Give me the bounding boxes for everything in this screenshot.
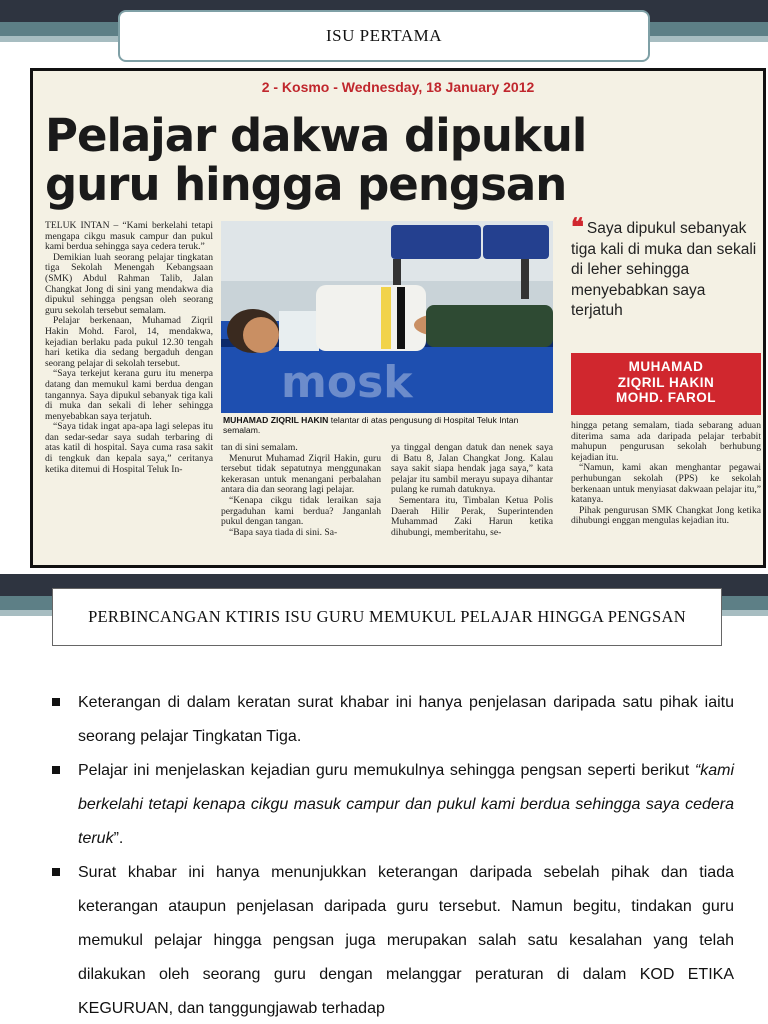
article-paragraph: “Bapa saya tiada di sini. Sa- [229,526,338,538]
article-paragraph: “Saya tidak ingat apa-apa lagi selepas itu dan sedar-sedar saya sudah terbaring di atas katil di hospital. Saya cuma rasa sakit di tengkuk dan kepala saya,” ceritanya ketika ditemui di Hospital Teluk In- [45,421,213,475]
bullet-text: Surat khabar ini hanya menunjukkan keterangan daripada sebelah pihak dan tiada keterangan ataupun penjelasan daripada guru tersebut. Namun begitu, tindakan guru memukul pelajar hingga pengsan juga merupakan salah satu kesalahan yang telah dilakukan oleh seorang guru dengan melanggar peraturan di dalam KOD ETIKA KEGURUAN, dan tanggungjawab terhadap [78,864,734,1017]
article-photo [221,221,553,413]
article-paragraph: “Saya terkejut kerana guru itu menerpa datang dan memukul kami berdua dengan tangannya. Saya dipukul sebanyak tiga kali di muka dan sekali di leher sehingga menyebabkan saya terjatuh. [45,368,213,422]
bullet-item [50,856,734,1024]
bullet-item [50,754,734,856]
attribution-line-1: MUHAMAD [628,359,704,374]
pull-quote [571,214,761,322]
article-column-3 [391,443,553,566]
newspaper-clipping [30,68,766,568]
article-paragraph: Pihak pengurusan SMK Changkat Jong ketika dihubungi enggan mengulas kejadian itu. [571,504,761,527]
clipping-headline [45,111,745,209]
article-column-4 [571,421,761,566]
pull-quote-text: Saya dipukul sebanyak tiga kali di muka dan sekali di leher sehingga menyebabkan saya terjatuh [571,220,757,319]
article-column-2 [221,443,381,566]
photo-watermark: mosk [281,357,413,408]
article-paragraph: Demikian luah seorang pelajar tingkatan tiga Sekolah Menengah Kebangsaan (SMK) Abdul Rahman Talib, Jalan Changkat Jong di sini yang mendakwa dia dipukul sehingga pengsan oleh seorang guru sekolah tersebut semalam. [45,251,213,316]
article-column-1 [45,221,213,566]
quote-mark-icon: ❝ [571,214,584,241]
discussion-bullet-list [50,686,734,1024]
article-paragraph: Menurut Muhamad Ziqril Hakin, guru tersebut tidak sepatutnya menggunakan kekerasan untuk menangani perbalahan antara dia dan seorang lagi pelajar. [221,452,381,496]
slide-1-title: ISU PERTAMA [118,10,650,62]
pull-quote-attribution [571,353,761,415]
bullet-item [50,686,734,754]
article-paragraph: “Kenapa cikgu tidak leraikan saja pergaduhan kami berdua? Janganlah pukul dengan tangan. [221,494,381,528]
article-paragraph: “Namun, kami akan menghantar pegawai perhubungan sekolah (PPS) ke sekolah berkenaan untuk menyiasat dakwaan pelajar itu,” katanya. [571,462,761,506]
article-paragraph: tan di sini semalam. [221,443,298,453]
bullet-square-icon [52,868,60,876]
bullet-text-end: ”. [113,830,124,847]
attribution-line-3: MOHD. FAROL [616,390,716,405]
bullet-text: Pelajar ini menjelaskan kejadian guru memukulnya sehingga pengsan seperti berikut [78,762,695,779]
article-paragraph: Pelajar berkenaan, Muhamad Ziqril Hakin Mohd. Farol, 14, mendakwa, kejadian berlaku pada pukul 12.30 tengah hari ketika dia sedang bergaduh dengan seorang pelajar di sekolah tersebut. [45,315,213,369]
caption-text: telantar di atas pengusung di Hospital Teluk Intan semalam. [223,415,519,435]
attribution-line-2: ZIQRIL HAKIN [617,374,715,390]
patient-on-stretcher-image [221,221,553,413]
article-paragraph: Sementara itu, Timbalan Ketua Polis Daerah Hilir Perak, Superintenden Muhammad Zaki Harun ketika dihubungi, memberitahu, se- [391,494,553,538]
bullet-square-icon [52,766,60,774]
bullet-text: Keterangan di dalam keratan surat khabar ini hanya penjelasan daripada satu pihak iaitu seorang pelajar Tingkatan Tiga. [78,694,734,745]
article-paragraph: hingga petang semalam, tiada sebarang aduan diterima sama ada daripada pelajar terbabit mahupun pengurusan sekolah berhubung kejadian itu. [571,421,761,463]
photo-caption [223,415,553,435]
slide-2 [0,574,768,1024]
clipping-dateline: 2 - Kosmo - Wednesday, 18 January 2012 [261,79,535,95]
headline-line-2: guru hingga pengsan [45,158,567,211]
bullet-square-icon [52,698,60,706]
article-paragraph: ya tinggal dengan datuk dan nenek saya di Batu 8, Jalan Changkat Jong. Kalau saya sakit siapa hendak jaga saya,” kata pelajar itu sambil merayu supaya dihantar pulang ke rumah datuknya. [391,443,553,496]
bullet-quote: “kami berkelahi tetapi kenapa cikgu masuk campur dan pukul kami berdua sehingga saya cedera teruk [78,762,734,847]
caption-name: MUHAMAD ZIQRIL HAKIN [223,415,329,425]
headline-line-1: Pelajar dakwa dipukul [45,109,587,162]
article-paragraph: TELUK INTAN – “Kami berkelahi tetapi mengapa cikgu masuk campur dan pukul kami berdua sehingga saya cedera teruk.” [45,221,213,253]
slide-2-title: PERBINCANGAN KTIRIS ISU GURU MEMUKUL PELAJAR HINGGA PENGSAN [52,588,722,646]
